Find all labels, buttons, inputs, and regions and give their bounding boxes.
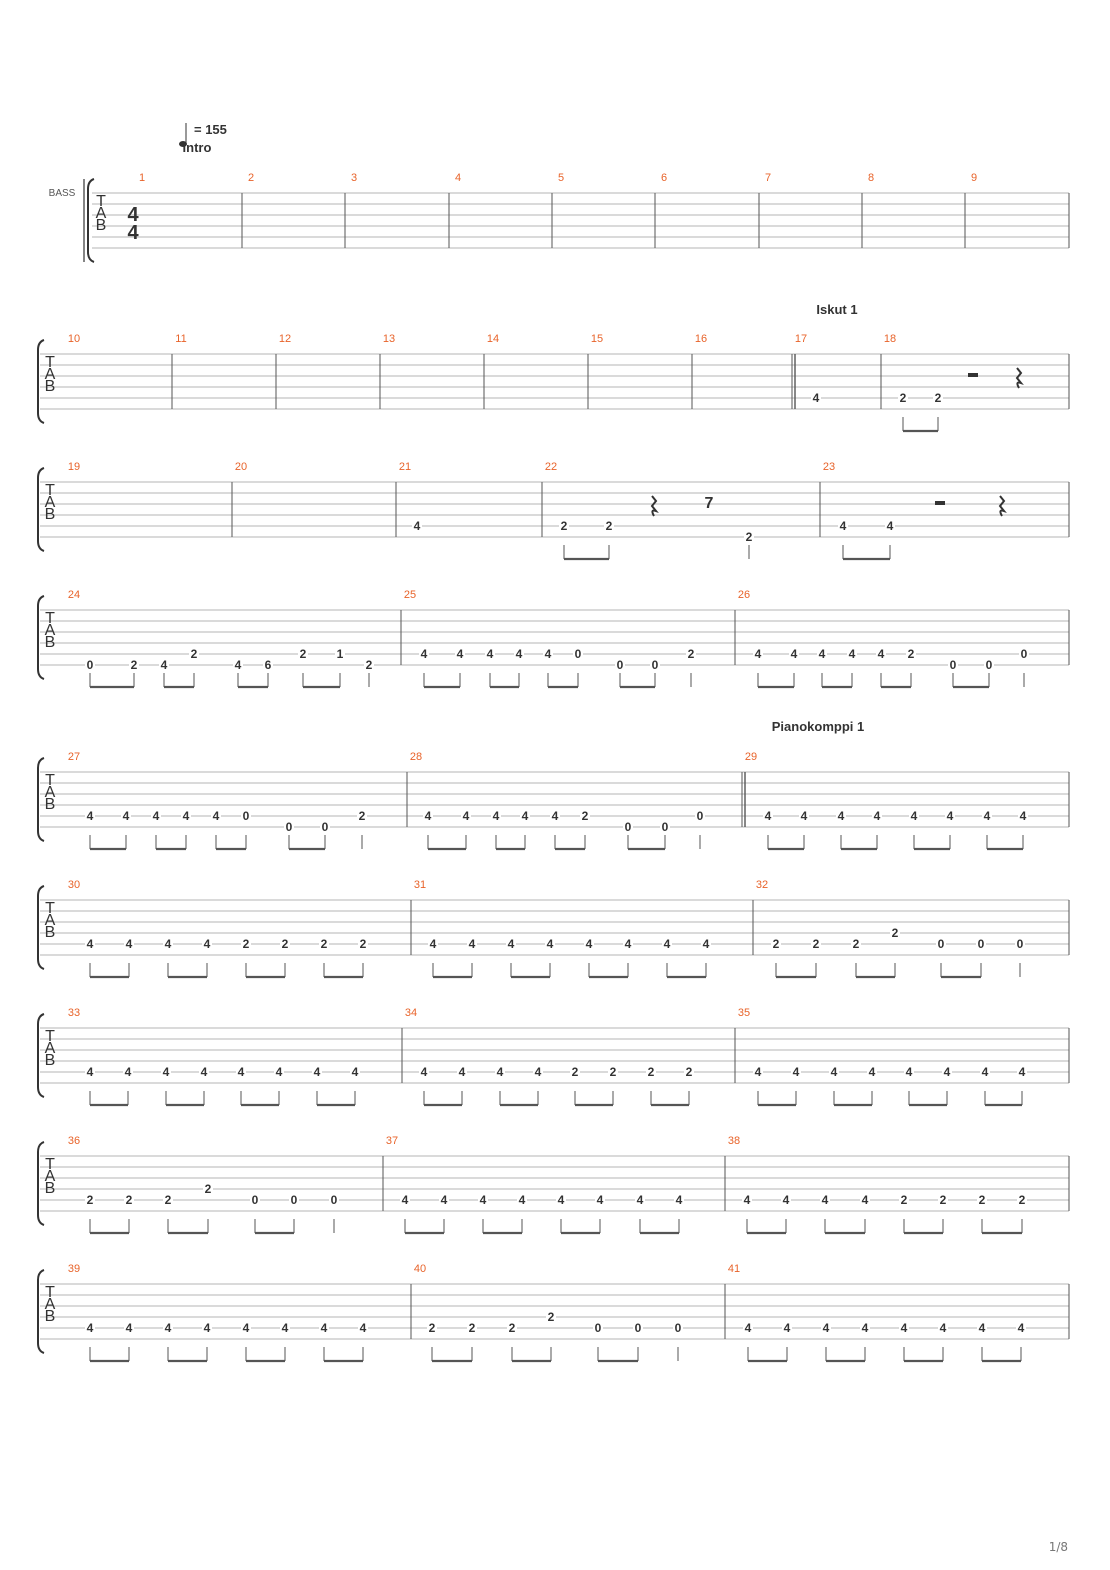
- tab-letter-t: T: [45, 1284, 55, 1301]
- fret-number: 0: [949, 658, 957, 672]
- fret-number: 4: [873, 809, 881, 823]
- tab-letter-b: B: [44, 796, 56, 813]
- fret-number: 0: [616, 658, 624, 672]
- fret-number: 2: [242, 937, 250, 951]
- measure-number: 26: [737, 589, 751, 601]
- fret-number: 2: [281, 937, 289, 951]
- measure-number: 29: [744, 751, 758, 763]
- fret-number: 4: [440, 1193, 448, 1207]
- fret-number: 0: [251, 1193, 259, 1207]
- tab-letter-b: B: [44, 506, 56, 523]
- tab-letter-a: A: [44, 1296, 56, 1313]
- fret-number: 4: [122, 809, 130, 823]
- fret-number: 4: [164, 1321, 172, 1335]
- staff-bracket: [38, 758, 44, 841]
- fret-number: 4: [518, 1193, 526, 1207]
- fret-number: 4: [792, 1065, 800, 1079]
- fret-number: 4: [868, 1065, 876, 1079]
- measure-number: 30: [67, 879, 81, 891]
- measure-number: 19: [67, 461, 81, 473]
- fret-number: 4: [585, 937, 593, 951]
- fret-number: 4: [900, 1321, 908, 1335]
- staff-system: [38, 758, 1069, 849]
- measure-number: 36: [67, 1135, 81, 1147]
- fret-number: 4: [702, 937, 710, 951]
- fret-number: 4: [782, 1193, 790, 1207]
- fret-number: 2: [687, 647, 695, 661]
- fret-number: 2: [647, 1065, 655, 1079]
- tab-letter-t: T: [45, 610, 55, 627]
- fret-number: 4: [754, 1065, 762, 1079]
- fret-number: 2: [934, 391, 942, 405]
- fret-number: 1: [336, 647, 344, 661]
- fret-number: 4: [125, 1321, 133, 1335]
- tab-letter-t: T: [96, 193, 106, 210]
- fret-number: 0: [977, 937, 985, 951]
- fret-number: 4: [812, 391, 820, 405]
- fret-number: 4: [744, 1321, 752, 1335]
- fret-number: 4: [839, 519, 847, 533]
- staff-system: [38, 1142, 1069, 1233]
- tab-letter-b: B: [44, 1180, 56, 1197]
- fret-number: 0: [1016, 937, 1024, 951]
- fret-number: 4: [1018, 1065, 1026, 1079]
- measure-number: 5: [557, 172, 565, 184]
- fret-number: 0: [330, 1193, 338, 1207]
- fret-number: 4: [551, 809, 559, 823]
- fret-number: 4: [821, 1193, 829, 1207]
- measure-number: 34: [404, 1007, 418, 1019]
- fret-number: 4: [675, 1193, 683, 1207]
- fret-number: 2: [571, 1065, 579, 1079]
- tab-letter-a: A: [44, 494, 56, 511]
- fret-number: 2: [1018, 1193, 1026, 1207]
- fret-number: 4: [420, 1065, 428, 1079]
- measure-number: 31: [413, 879, 427, 891]
- measure-number: 21: [398, 461, 412, 473]
- measure-number: 38: [727, 1135, 741, 1147]
- fret-number: 4: [162, 1065, 170, 1079]
- time-signature-bottom: 4: [127, 222, 139, 244]
- measure-number: 14: [486, 333, 500, 345]
- section-label: Pianokomppi 1: [771, 719, 865, 734]
- tab-letter-a: A: [95, 205, 107, 222]
- measure-number: 17: [794, 333, 808, 345]
- fret-number: 4: [86, 937, 94, 951]
- fret-number: 4: [1017, 1321, 1025, 1335]
- fret-number: 4: [877, 647, 885, 661]
- fret-number: 2: [204, 1182, 212, 1196]
- tab-letter-a: A: [44, 1168, 56, 1185]
- tab-letter-a: A: [44, 622, 56, 639]
- instrument-name: BASS: [48, 188, 76, 199]
- measure-number: 40: [413, 1263, 427, 1275]
- tab-letter-b: B: [44, 1308, 56, 1325]
- fret-number: 2: [609, 1065, 617, 1079]
- staff-system: [38, 468, 1069, 559]
- measure-number: 20: [234, 461, 248, 473]
- fret-number: 2: [907, 647, 915, 661]
- fret-number: 2: [939, 1193, 947, 1207]
- staff-bracket: [38, 1270, 44, 1353]
- fret-number: 0: [651, 658, 659, 672]
- fret-number: 2: [299, 647, 307, 661]
- half-rest: [935, 501, 945, 505]
- fret-number: 4: [124, 1065, 132, 1079]
- staff-bracket: [38, 886, 44, 969]
- measure-number: 25: [403, 589, 417, 601]
- fret-number: 2: [900, 1193, 908, 1207]
- page-number: 1/8: [1048, 1540, 1068, 1554]
- fret-number: 0: [985, 658, 993, 672]
- fret-number: 4: [837, 809, 845, 823]
- fret-number: 4: [237, 1065, 245, 1079]
- fret-number: 4: [242, 1321, 250, 1335]
- fret-number: 2: [560, 519, 568, 533]
- tab-letter-b: B: [44, 1052, 56, 1069]
- fret-number: 4: [492, 809, 500, 823]
- fret-number: 4: [413, 519, 421, 533]
- measure-number: 37: [385, 1135, 399, 1147]
- fret-number: 4: [790, 647, 798, 661]
- fret-number: 0: [1020, 647, 1028, 661]
- fret-number: 4: [754, 647, 762, 661]
- fret-number: 0: [696, 809, 704, 823]
- tab-letter-t: T: [45, 1156, 55, 1173]
- staff-system: [38, 1014, 1069, 1105]
- fret-number: 4: [429, 937, 437, 951]
- measure-number: 8: [867, 172, 875, 184]
- fret-number: 2: [685, 1065, 693, 1079]
- measure-number: 7: [764, 172, 772, 184]
- tempo-marking: = 155: [194, 122, 227, 137]
- fret-number: 0: [624, 820, 632, 834]
- fret-number: 2: [125, 1193, 133, 1207]
- fret-number: 4: [86, 1321, 94, 1335]
- measure-number: 39: [67, 1263, 81, 1275]
- fret-number: 4: [468, 937, 476, 951]
- fret-number: 4: [1019, 809, 1027, 823]
- fret-number: 4: [424, 809, 432, 823]
- fret-number: 4: [848, 647, 856, 661]
- measure-number: 35: [737, 1007, 751, 1019]
- fret-number: 4: [515, 647, 523, 661]
- fret-number: 4: [822, 1321, 830, 1335]
- measure-number: 12: [278, 333, 292, 345]
- fret-number: 2: [772, 937, 780, 951]
- fret-number: 4: [351, 1065, 359, 1079]
- fret-number: 4: [152, 809, 160, 823]
- measure-number: 15: [590, 333, 604, 345]
- tab-letter-a: A: [44, 784, 56, 801]
- fret-number: 4: [546, 937, 554, 951]
- measure-number: 6: [660, 172, 668, 184]
- fret-number: 0: [594, 1321, 602, 1335]
- fret-number: 4: [234, 658, 242, 672]
- staff-bracket: [38, 1014, 44, 1097]
- fret-number: 2: [581, 809, 589, 823]
- fret-number: 4: [557, 1193, 565, 1207]
- fret-number: 4: [910, 809, 918, 823]
- quarter-rest: [1017, 368, 1021, 388]
- fret-number: 4: [534, 1065, 542, 1079]
- tab-letter-b: B: [44, 378, 56, 395]
- time-signature-top: 4: [127, 204, 139, 226]
- measure-number: 22: [544, 461, 558, 473]
- tab-letter-a: A: [44, 912, 56, 929]
- measure-number: 2: [247, 172, 255, 184]
- fret-number: 4: [160, 658, 168, 672]
- fret-number: 4: [462, 809, 470, 823]
- fret-number: 4: [86, 1065, 94, 1079]
- fret-number: 4: [800, 809, 808, 823]
- fret-number: 4: [905, 1065, 913, 1079]
- quarter-rest: [652, 496, 656, 516]
- fret-number: 0: [285, 820, 293, 834]
- measure-number: 9: [970, 172, 978, 184]
- fret-number: 4: [507, 937, 515, 951]
- measure-number: 10: [67, 333, 81, 345]
- fret-number: 2: [812, 937, 820, 951]
- fret-number: 0: [674, 1321, 682, 1335]
- measure-number: 16: [694, 333, 708, 345]
- fret-number: 0: [290, 1193, 298, 1207]
- staff-system: [38, 340, 1069, 431]
- fret-number: 0: [574, 647, 582, 661]
- fret-number: 4: [943, 1065, 951, 1079]
- fret-number: 2: [468, 1321, 476, 1335]
- fret-number: 2: [190, 647, 198, 661]
- staff-bracket: [38, 468, 44, 551]
- tab-letter-b: B: [44, 924, 56, 941]
- fret-number: 2: [605, 519, 613, 533]
- staff-bracket: [38, 340, 44, 423]
- fret-number: 2: [359, 937, 367, 951]
- tab-letter-t: T: [45, 772, 55, 789]
- measure-number: 24: [67, 589, 81, 601]
- fret-number: 4: [164, 937, 172, 951]
- fret-number: 6: [264, 658, 272, 672]
- fret-number: 0: [661, 820, 669, 834]
- fret-number: 4: [861, 1321, 869, 1335]
- fret-number: 2: [978, 1193, 986, 1207]
- tab-letter-b: B: [95, 217, 107, 234]
- fret-number: 4: [636, 1193, 644, 1207]
- fret-number: 2: [852, 937, 860, 951]
- fret-number: 4: [420, 647, 428, 661]
- fret-number: 4: [496, 1065, 504, 1079]
- fret-number: 2: [745, 530, 753, 544]
- fret-number: 4: [86, 809, 94, 823]
- fret-number: 4: [596, 1193, 604, 1207]
- fret-number: 4: [456, 647, 464, 661]
- measure-number: 32: [755, 879, 769, 891]
- section-label: Intro: [182, 140, 212, 155]
- measure-number: 41: [727, 1263, 741, 1275]
- staff-bracket: [38, 1142, 44, 1225]
- measure-number: 4: [454, 172, 462, 184]
- tab-letter-t: T: [45, 1028, 55, 1045]
- fret-number: 4: [861, 1193, 869, 1207]
- fret-number: 2: [164, 1193, 172, 1207]
- fret-number: 2: [428, 1321, 436, 1335]
- fret-number: 4: [401, 1193, 409, 1207]
- measure-number: 13: [382, 333, 396, 345]
- fret-number: 2: [358, 809, 366, 823]
- fret-number: 4: [125, 937, 133, 951]
- fret-number: 4: [818, 647, 826, 661]
- staff-bracket: [38, 596, 44, 679]
- fret-number: 4: [203, 937, 211, 951]
- fret-number: 0: [937, 937, 945, 951]
- measure-number: 28: [409, 751, 423, 763]
- fret-number: 4: [203, 1321, 211, 1335]
- fret-number: 0: [86, 658, 94, 672]
- fret-number: 0: [242, 809, 250, 823]
- tab-letter-b: B: [44, 634, 56, 651]
- fret-number: 4: [983, 809, 991, 823]
- measure-number: 11: [175, 333, 187, 345]
- fret-number: 4: [486, 647, 494, 661]
- fret-number: 4: [359, 1321, 367, 1335]
- fret-number: 4: [978, 1321, 986, 1335]
- fret-number: 2: [547, 1310, 555, 1324]
- fret-number: 4: [946, 809, 954, 823]
- staff-system: [84, 179, 1069, 262]
- fret-number: 4: [764, 809, 772, 823]
- fret-number: 4: [200, 1065, 208, 1079]
- fret-number: 4: [320, 1321, 328, 1335]
- fret-number: 4: [886, 519, 894, 533]
- fret-number: 2: [508, 1321, 516, 1335]
- measure-number: 18: [883, 333, 897, 345]
- staff-system: [38, 596, 1069, 687]
- fret-number: 2: [891, 926, 899, 940]
- fret-number: 4: [458, 1065, 466, 1079]
- fret-number: 4: [624, 937, 632, 951]
- fret-number: 2: [130, 658, 138, 672]
- fret-number: 4: [981, 1065, 989, 1079]
- fret-number: 2: [365, 658, 373, 672]
- tab-letter-t: T: [45, 482, 55, 499]
- fret-number: 4: [830, 1065, 838, 1079]
- fret-number: 4: [313, 1065, 321, 1079]
- tab-letter-t: T: [45, 354, 55, 371]
- fret-number: 4: [939, 1321, 947, 1335]
- fret-number: 4: [479, 1193, 487, 1207]
- fret-number: 4: [212, 809, 220, 823]
- fret-number: 4: [521, 809, 529, 823]
- section-label: Iskut 1: [816, 302, 858, 317]
- tab-letter-a: A: [44, 366, 56, 383]
- measure-number: 23: [822, 461, 836, 473]
- fret-number: 4: [783, 1321, 791, 1335]
- fret-number: 2: [320, 937, 328, 951]
- fret-number: 4: [544, 647, 552, 661]
- fret-number: 4: [275, 1065, 283, 1079]
- quarter-rest: [1000, 496, 1004, 516]
- fret-number: 0: [321, 820, 329, 834]
- staff-system: [38, 886, 1069, 977]
- fret-number: 0: [634, 1321, 642, 1335]
- staff-bracket: [88, 179, 94, 262]
- measure-number: 1: [138, 172, 146, 184]
- fret-number: 2: [899, 391, 907, 405]
- fret-number: 4: [281, 1321, 289, 1335]
- half-rest: [968, 373, 978, 377]
- tab-letter-a: A: [44, 1040, 56, 1057]
- eighth-rest: 7: [704, 495, 714, 512]
- fret-number: 4: [182, 809, 190, 823]
- measure-number: 3: [350, 172, 358, 184]
- fret-number: 2: [86, 1193, 94, 1207]
- measure-number: 27: [67, 751, 81, 763]
- fret-number: 4: [663, 937, 671, 951]
- fret-number: 4: [743, 1193, 751, 1207]
- tab-letter-t: T: [45, 900, 55, 917]
- measure-number: 33: [67, 1007, 81, 1019]
